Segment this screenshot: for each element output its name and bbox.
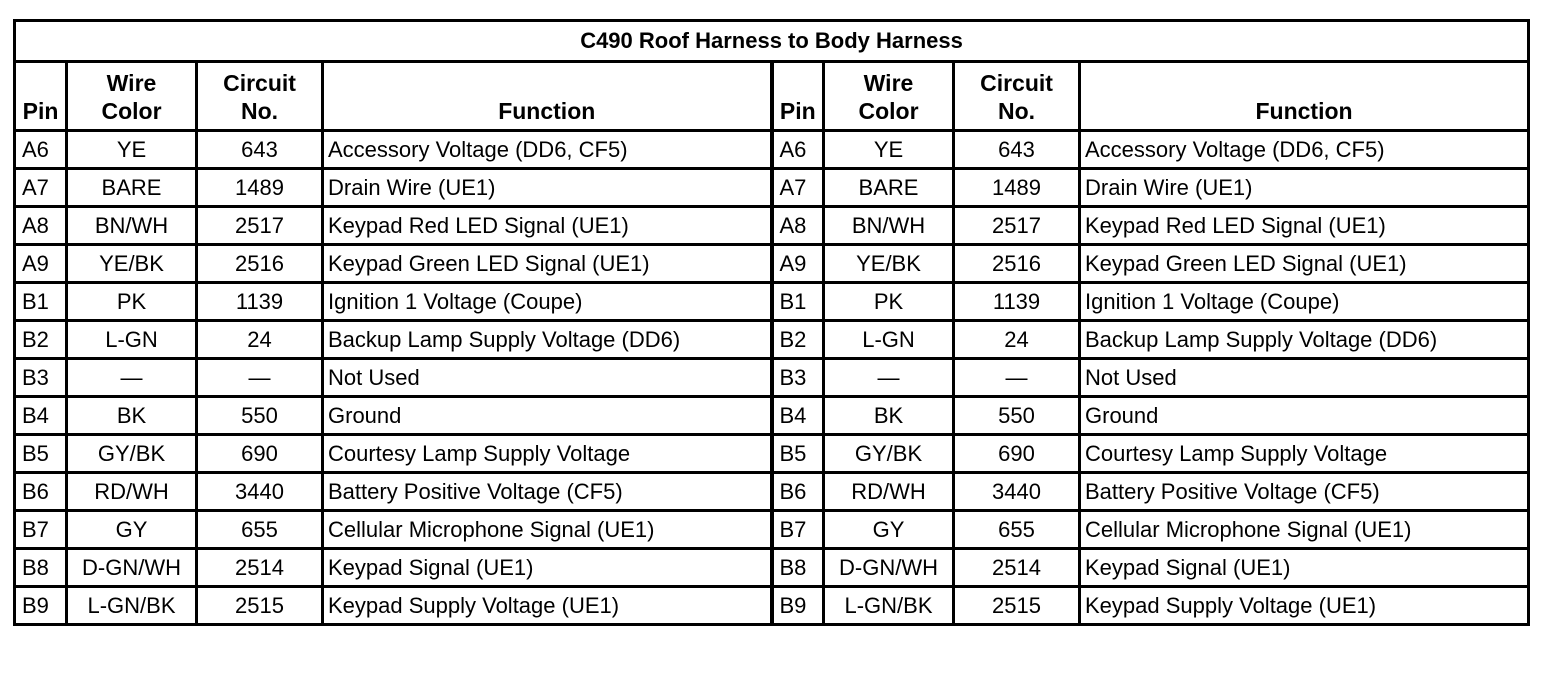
- pin-cell: B4: [15, 397, 67, 435]
- pin-cell-right: B3: [772, 359, 824, 397]
- pin-cell-right: A8: [772, 207, 824, 245]
- circuit-cell-right: 550: [954, 397, 1080, 435]
- pin-cell-right: A6: [772, 131, 824, 169]
- title-row: [15, 21, 1529, 62]
- circuit-cell: 2516: [197, 245, 323, 283]
- pin-cell: A9: [15, 245, 67, 283]
- circuit-cell-right: 2517: [954, 207, 1080, 245]
- header-pin-right: [772, 62, 824, 131]
- wire-color-cell: GY/BK: [67, 435, 197, 473]
- circuit-cell: 550: [197, 397, 323, 435]
- circuit-cell-right: 24: [954, 321, 1080, 359]
- header-pin-label: Pin: [22, 98, 59, 124]
- table-row: [15, 473, 1529, 511]
- wire-color-cell-right: BARE: [824, 169, 954, 207]
- circuit-cell-right: 2516: [954, 245, 1080, 283]
- function-cell-right: Courtesy Lamp Supply Voltage: [1080, 435, 1529, 473]
- table-row: [15, 169, 1529, 207]
- pin-cell: A8: [15, 207, 67, 245]
- pin-cell-right: B1: [772, 283, 824, 321]
- table-row: [15, 397, 1529, 435]
- circuit-cell: 2515: [197, 587, 323, 625]
- wire-color-cell-right: L-GN: [824, 321, 954, 359]
- table-row: [15, 587, 1529, 625]
- circuit-cell: 643: [197, 131, 323, 169]
- connector-pinout-table: [13, 19, 1530, 626]
- table-row: [15, 283, 1529, 321]
- wire-color-cell-right: YE/BK: [824, 245, 954, 283]
- wire-color-cell: PK: [67, 283, 197, 321]
- wire-color-cell: BK: [67, 397, 197, 435]
- circuit-cell: 690: [197, 435, 323, 473]
- pin-cell: B6: [15, 473, 67, 511]
- table-row: [15, 131, 1529, 169]
- function-cell: Drain Wire (UE1): [323, 169, 772, 207]
- circuit-cell-right: —: [954, 359, 1080, 397]
- wire-color-cell: —: [67, 359, 197, 397]
- pin-cell: B7: [15, 511, 67, 549]
- table-title: C490 Roof Harness to Body Harness: [15, 21, 1529, 62]
- wire-color-cell: RD/WH: [67, 473, 197, 511]
- circuit-cell: 24: [197, 321, 323, 359]
- pin-cell-right: A7: [772, 169, 824, 207]
- table-row: [15, 321, 1529, 359]
- function-cell: Ignition 1 Voltage (Coupe): [323, 283, 772, 321]
- circuit-cell: 1139: [197, 283, 323, 321]
- pin-cell: A6: [15, 131, 67, 169]
- wire-color-cell-right: YE: [824, 131, 954, 169]
- table-row: [15, 359, 1529, 397]
- header-circuit-line2-right: No.: [997, 98, 1036, 124]
- header-circuit-no: [197, 62, 323, 131]
- pin-cell-right: B6: [772, 473, 824, 511]
- header-function-right: [1080, 62, 1529, 131]
- function-cell-right: Drain Wire (UE1): [1080, 169, 1529, 207]
- wire-color-cell-right: GY/BK: [824, 435, 954, 473]
- circuit-cell-right: 1489: [954, 169, 1080, 207]
- function-cell-right: Battery Positive Voltage (CF5): [1080, 473, 1529, 511]
- circuit-cell-right: 643: [954, 131, 1080, 169]
- function-cell: Keypad Green LED Signal (UE1): [323, 245, 772, 283]
- table-row: [15, 511, 1529, 549]
- function-cell-right: Accessory Voltage (DD6, CF5): [1080, 131, 1529, 169]
- pin-cell: B1: [15, 283, 67, 321]
- circuit-cell-right: 3440: [954, 473, 1080, 511]
- wire-color-cell: YE/BK: [67, 245, 197, 283]
- header-function-label: Function: [498, 98, 596, 124]
- header-wire-color-right: [824, 62, 954, 131]
- circuit-cell: —: [197, 359, 323, 397]
- header-pin-label-right: Pin: [779, 98, 816, 124]
- table-row: [15, 435, 1529, 473]
- pin-cell: B3: [15, 359, 67, 397]
- wire-color-cell: D-GN/WH: [67, 549, 197, 587]
- table-body: [15, 131, 1529, 625]
- wire-color-cell-right: D-GN/WH: [824, 549, 954, 587]
- function-cell-right: Cellular Microphone Signal (UE1): [1080, 511, 1529, 549]
- function-cell-right: Ignition 1 Voltage (Coupe): [1080, 283, 1529, 321]
- circuit-cell-right: 1139: [954, 283, 1080, 321]
- circuit-cell-right: 2515: [954, 587, 1080, 625]
- wire-color-cell-right: RD/WH: [824, 473, 954, 511]
- function-cell-right: Backup Lamp Supply Voltage (DD6): [1080, 321, 1529, 359]
- connector-table-container: [13, 19, 1530, 626]
- function-cell: Keypad Supply Voltage (UE1): [323, 587, 772, 625]
- function-cell-right: Keypad Supply Voltage (UE1): [1080, 587, 1529, 625]
- header-wire-color-line2: Color: [101, 98, 162, 124]
- circuit-cell: 2517: [197, 207, 323, 245]
- pin-cell: B2: [15, 321, 67, 359]
- circuit-cell: 1489: [197, 169, 323, 207]
- wire-color-cell-right: BK: [824, 397, 954, 435]
- function-cell: Battery Positive Voltage (CF5): [323, 473, 772, 511]
- circuit-cell: 3440: [197, 473, 323, 511]
- pin-cell-right: B7: [772, 511, 824, 549]
- pin-cell: A7: [15, 169, 67, 207]
- pin-cell: B9: [15, 587, 67, 625]
- header-wire-color: [67, 62, 197, 131]
- function-cell: Keypad Red LED Signal (UE1): [323, 207, 772, 245]
- function-cell: Accessory Voltage (DD6, CF5): [323, 131, 772, 169]
- header-circuit-line1: Circuit: [223, 70, 296, 96]
- function-cell-right: Keypad Red LED Signal (UE1): [1080, 207, 1529, 245]
- function-cell-right: Keypad Green LED Signal (UE1): [1080, 245, 1529, 283]
- pin-cell-right: B8: [772, 549, 824, 587]
- wire-color-cell: L-GN/BK: [67, 587, 197, 625]
- function-cell-right: Ground: [1080, 397, 1529, 435]
- circuit-cell: 655: [197, 511, 323, 549]
- pin-cell-right: B9: [772, 587, 824, 625]
- header-row: [15, 62, 1529, 131]
- header-wire-color-line1: Wire: [106, 70, 157, 96]
- function-cell-right: Keypad Signal (UE1): [1080, 549, 1529, 587]
- function-cell: Keypad Signal (UE1): [323, 549, 772, 587]
- wire-color-cell-right: PK: [824, 283, 954, 321]
- header-function: [323, 62, 772, 131]
- header-circuit-no-right: [954, 62, 1080, 131]
- function-cell: Courtesy Lamp Supply Voltage: [323, 435, 772, 473]
- wire-color-cell-right: GY: [824, 511, 954, 549]
- pin-cell-right: B4: [772, 397, 824, 435]
- header-pin: [15, 62, 67, 131]
- circuit-cell-right: 655: [954, 511, 1080, 549]
- wire-color-cell: L-GN: [67, 321, 197, 359]
- function-cell: Not Used: [323, 359, 772, 397]
- table-row: [15, 549, 1529, 587]
- pin-cell: B8: [15, 549, 67, 587]
- wire-color-cell-right: L-GN/BK: [824, 587, 954, 625]
- pin-cell-right: A9: [772, 245, 824, 283]
- pin-cell-right: B5: [772, 435, 824, 473]
- circuit-cell-right: 2514: [954, 549, 1080, 587]
- pin-cell: B5: [15, 435, 67, 473]
- header-wire-color-line1-right: Wire: [863, 70, 914, 96]
- circuit-cell: 2514: [197, 549, 323, 587]
- wire-color-cell: BN/WH: [67, 207, 197, 245]
- wire-color-cell-right: —: [824, 359, 954, 397]
- function-cell: Backup Lamp Supply Voltage (DD6): [323, 321, 772, 359]
- table-row: [15, 207, 1529, 245]
- header-wire-color-line2-right: Color: [858, 98, 919, 124]
- function-cell-right: Not Used: [1080, 359, 1529, 397]
- wire-color-cell: BARE: [67, 169, 197, 207]
- header-circuit-line1-right: Circuit: [980, 70, 1053, 96]
- pin-cell-right: B2: [772, 321, 824, 359]
- table-row: [15, 245, 1529, 283]
- header-function-label-right: Function: [1255, 98, 1353, 124]
- wire-color-cell-right: BN/WH: [824, 207, 954, 245]
- wire-color-cell: GY: [67, 511, 197, 549]
- function-cell: Ground: [323, 397, 772, 435]
- header-circuit-line2: No.: [240, 98, 279, 124]
- function-cell: Cellular Microphone Signal (UE1): [323, 511, 772, 549]
- circuit-cell-right: 690: [954, 435, 1080, 473]
- wire-color-cell: YE: [67, 131, 197, 169]
